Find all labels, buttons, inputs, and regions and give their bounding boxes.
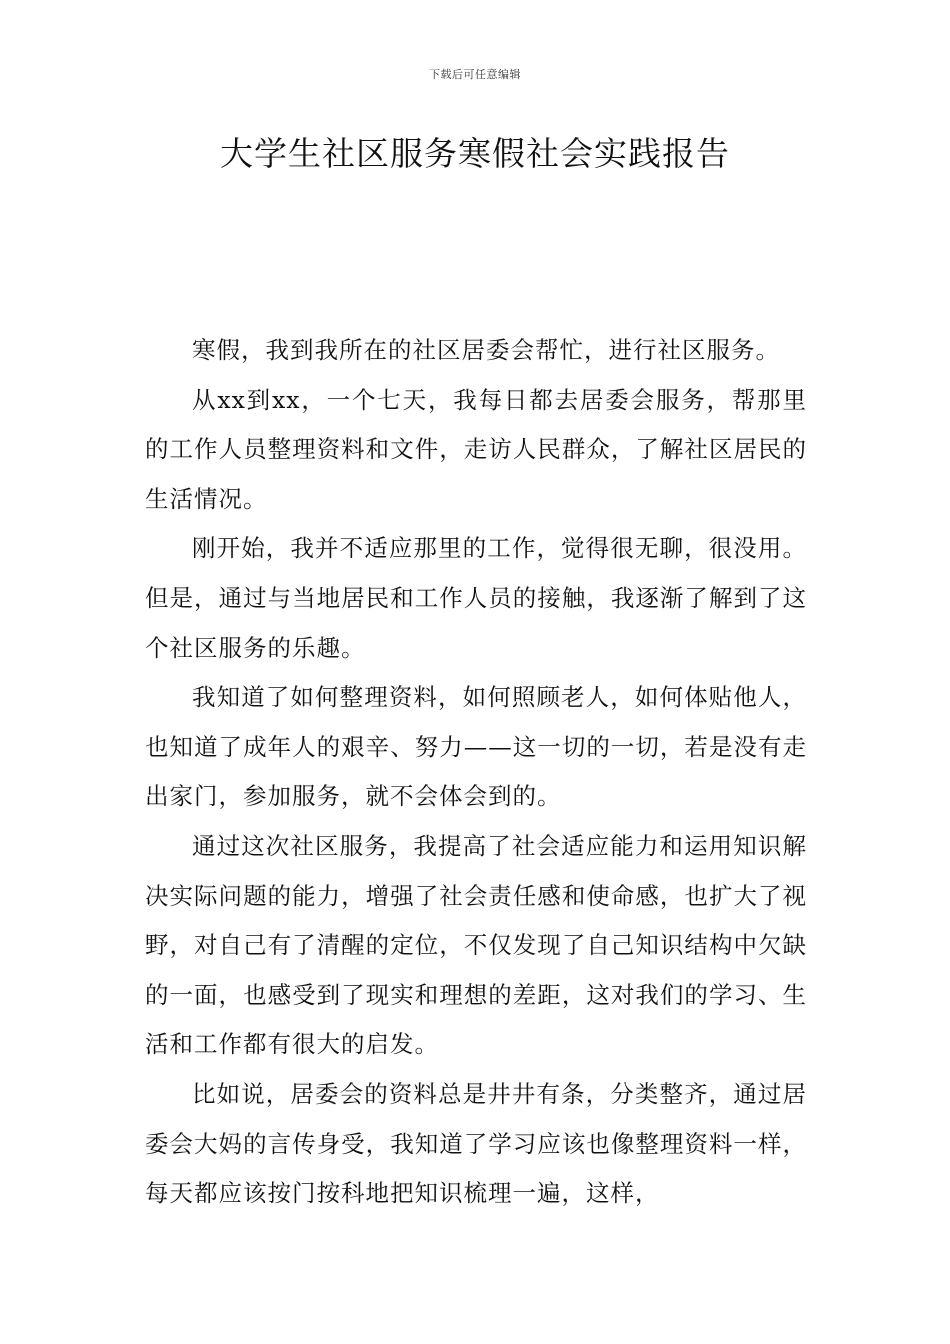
header-note: 下载后可任意编辑 <box>429 68 521 81</box>
paragraph: 通过这次社区服务，我提高了社会适应能力和运用知识解决实际问题的能力，增强了社会责任感和使命感，也扩大了视野，对自己有了清醒的定位，不仅发现了自己知识结构中欠缺的一面，也感受到了现实和理想的差距，这对我们的学习、生活和工作都有很大的启发。 <box>145 831 807 1059</box>
paragraph: 刚开始，我并不适应那里的工作，觉得很无聊，很没用。但是，通过与当地居民和工作人员的接触，我逐渐了解到了这个社区服务的乐趣。 <box>145 534 807 662</box>
paragraph: 寒假，我到我所在的社区居委会帮忙，进行社区服务。 <box>192 336 780 364</box>
paragraph: 比如说，居委会的资料总是井井有条，分类整齐，通过居委会大妈的言传身受，我知道了学习应该也像整理资料一样，每天都应该按门按科地把知识梳理一遍，这样， <box>145 1079 807 1208</box>
document-body <box>145 326 807 1219</box>
paragraph: 我知道了如何整理资料，如何照顾老人，如何体贴他人，也知道了成年人的艰辛、努力——这一切的一切，若是没有走出家门，参加服务，就不会体会到的。 <box>145 683 807 811</box>
document-title: 大学生社区服务寒假社会实践报告 <box>220 134 730 173</box>
paragraph: 从xx到xx，一个七天，我每日都去居委会服务，帮那里的工作人员整理资料和文件，走访人民群众，了解社区居民的生活情况。 <box>145 385 807 513</box>
